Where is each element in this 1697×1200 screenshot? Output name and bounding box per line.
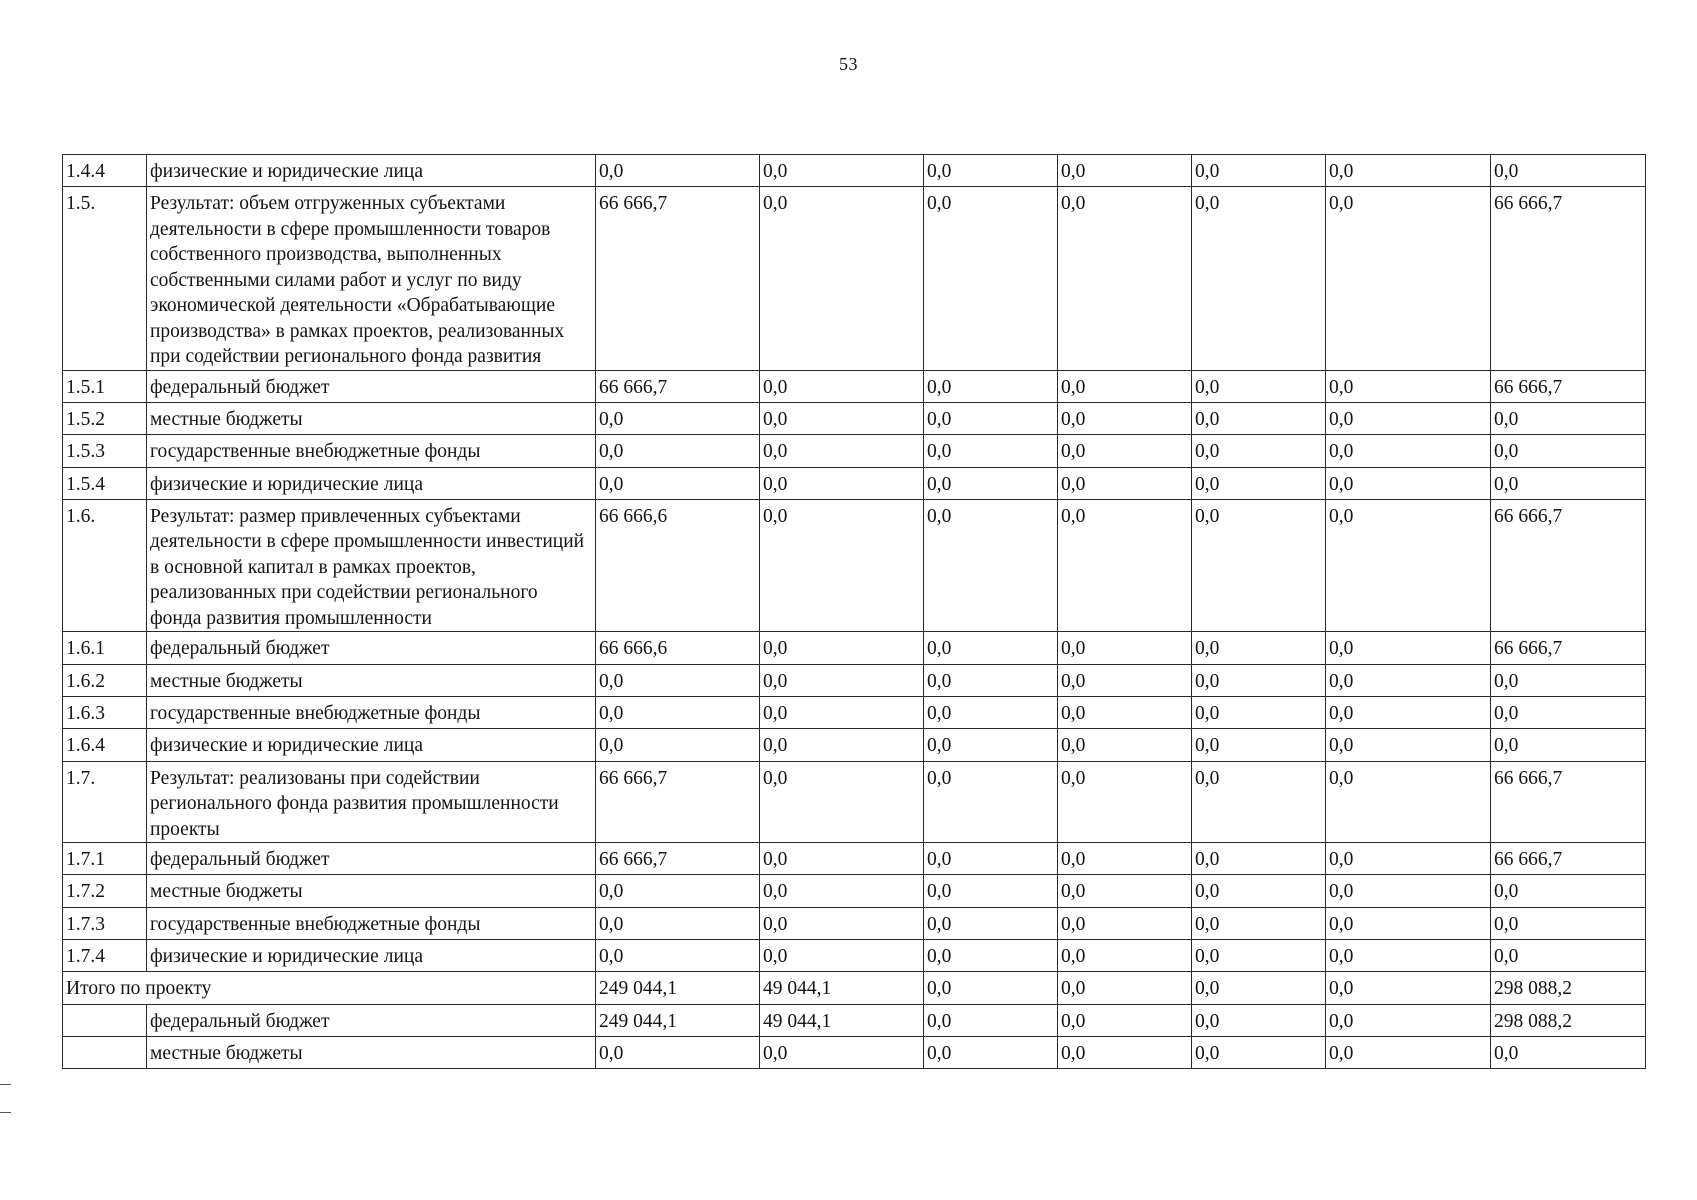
row-code: 1.6.3 (63, 697, 147, 729)
value-cell: 0,0 (1491, 1036, 1646, 1068)
value-cell: 0,0 (596, 875, 760, 907)
value-cell: 49 044,1 (760, 972, 924, 1004)
value-cell: 0,0 (1491, 435, 1646, 467)
value-cell: 0,0 (1192, 403, 1326, 435)
value-cell: 0,0 (760, 1036, 924, 1068)
value-cell: 0,0 (924, 632, 1058, 664)
table-row (63, 435, 1646, 467)
row-description: федеральный бюджет (147, 1004, 596, 1036)
row-description: местные бюджеты (147, 875, 596, 907)
table-row (63, 187, 1646, 371)
value-cell: 0,0 (1326, 467, 1491, 499)
value-cell: 0,0 (924, 875, 1058, 907)
row-code: 1.6. (63, 499, 147, 632)
value-cell: 0,0 (924, 940, 1058, 972)
value-cell: 0,0 (596, 467, 760, 499)
table-row (63, 499, 1646, 632)
value-cell: 298 088,2 (1491, 1004, 1646, 1036)
table-row (63, 664, 1646, 696)
row-code: 1.7.4 (63, 940, 147, 972)
value-cell: 0,0 (1058, 435, 1192, 467)
value-cell: 0,0 (1491, 875, 1646, 907)
table-row (63, 697, 1646, 729)
row-description: Результат: объем отгруженных субъектами деятельности в сфере промышленности товаров собственного производства, выполненных собственными силами работ и услуг по виду экономической деятельности «Обрабатывающие производства» в рамках проектов, реализованных при содействии регионального фонда развития (147, 187, 596, 371)
page-number: 53 (839, 54, 858, 74)
table-row (63, 370, 1646, 402)
value-cell: 0,0 (924, 499, 1058, 632)
value-cell: 66 666,7 (596, 761, 760, 843)
table-row (63, 761, 1646, 843)
value-cell: 298 088,2 (1491, 972, 1646, 1004)
row-description: физические и юридические лица (147, 940, 596, 972)
value-cell: 0,0 (596, 664, 760, 696)
total-row (63, 972, 1646, 1004)
table-row (63, 632, 1646, 664)
value-cell: 0,0 (1326, 187, 1491, 371)
value-cell: 0,0 (1491, 940, 1646, 972)
value-cell: 0,0 (1192, 761, 1326, 843)
value-cell: 66 666,6 (596, 499, 760, 632)
row-description: государственные внебюджетные фонды (147, 907, 596, 939)
row-description: Результат: реализованы при содействии регионального фонда развития промышленности проекты (147, 761, 596, 843)
value-cell: 0,0 (760, 370, 924, 402)
value-cell: 0,0 (1058, 187, 1192, 371)
value-cell: 0,0 (1058, 843, 1192, 875)
value-cell: 0,0 (1192, 370, 1326, 402)
value-cell: 0,0 (1058, 632, 1192, 664)
value-cell: 0,0 (596, 1036, 760, 1068)
row-code: 1.7.3 (63, 907, 147, 939)
value-cell: 0,0 (1058, 664, 1192, 696)
table-row (63, 729, 1646, 761)
value-cell: 0,0 (924, 761, 1058, 843)
value-cell: 0,0 (1491, 907, 1646, 939)
value-cell: 0,0 (1192, 843, 1326, 875)
value-cell: 0,0 (1326, 697, 1491, 729)
row-description: физические и юридические лица (147, 467, 596, 499)
value-cell: 0,0 (1058, 1036, 1192, 1068)
row-code: 1.5.2 (63, 403, 147, 435)
value-cell: 0,0 (924, 1004, 1058, 1036)
value-cell: 0,0 (596, 940, 760, 972)
row-code (63, 1004, 147, 1036)
value-cell: 66 666,7 (1491, 843, 1646, 875)
row-description: местные бюджеты (147, 1036, 596, 1068)
row-code: 1.5.3 (63, 435, 147, 467)
value-cell: 0,0 (1058, 875, 1192, 907)
row-code: 1.5. (63, 187, 147, 371)
value-cell: 0,0 (596, 403, 760, 435)
table-row (63, 875, 1646, 907)
value-cell: 0,0 (924, 155, 1058, 187)
value-cell: 0,0 (924, 467, 1058, 499)
value-cell: 0,0 (1326, 435, 1491, 467)
row-code: 1.6.4 (63, 729, 147, 761)
row-description: федеральный бюджет (147, 370, 596, 402)
value-cell: 0,0 (1058, 370, 1192, 402)
row-code: 1.6.2 (63, 664, 147, 696)
value-cell: 66 666,7 (1491, 499, 1646, 632)
table-row (63, 843, 1646, 875)
row-code: 1.5.4 (63, 467, 147, 499)
value-cell: 0,0 (760, 729, 924, 761)
row-description: физические и юридические лица (147, 155, 596, 187)
value-cell: 0,0 (1326, 403, 1491, 435)
value-cell: 0,0 (1326, 155, 1491, 187)
table-body (63, 155, 1646, 1069)
value-cell: 0,0 (924, 370, 1058, 402)
row-description: местные бюджеты (147, 664, 596, 696)
value-cell: 0,0 (1192, 155, 1326, 187)
value-cell: 0,0 (596, 155, 760, 187)
value-cell: 0,0 (1326, 370, 1491, 402)
row-description: физические и юридические лица (147, 729, 596, 761)
value-cell: 249 044,1 (596, 1004, 760, 1036)
value-cell: 0,0 (1491, 403, 1646, 435)
table-row (63, 940, 1646, 972)
value-cell: 0,0 (1192, 632, 1326, 664)
value-cell: 0,0 (924, 843, 1058, 875)
value-cell: 0,0 (1326, 1036, 1491, 1068)
row-description: местные бюджеты (147, 403, 596, 435)
value-cell: 0,0 (1192, 664, 1326, 696)
value-cell: 0,0 (596, 697, 760, 729)
row-description: государственные внебюджетные фонды (147, 435, 596, 467)
value-cell: 66 666,7 (1491, 761, 1646, 843)
row-code: 1.4.4 (63, 155, 147, 187)
value-cell: 0,0 (924, 403, 1058, 435)
value-cell: 0,0 (596, 435, 760, 467)
value-cell: 0,0 (924, 187, 1058, 371)
table-row (63, 155, 1646, 187)
value-cell: 0,0 (760, 435, 924, 467)
value-cell: 0,0 (1058, 499, 1192, 632)
table-row (63, 467, 1646, 499)
value-cell: 66 666,7 (1491, 370, 1646, 402)
value-cell: 0,0 (1326, 729, 1491, 761)
value-cell: 0,0 (760, 632, 924, 664)
value-cell: 0,0 (760, 155, 924, 187)
row-code: 1.7.1 (63, 843, 147, 875)
value-cell: 0,0 (924, 729, 1058, 761)
value-cell: 0,0 (1058, 1004, 1192, 1036)
value-cell: 0,0 (1192, 875, 1326, 907)
value-cell: 66 666,7 (1491, 632, 1646, 664)
row-description: Результат: размер привлеченных субъектами деятельности в сфере промышленности инвестиций в основной капитал в рамках проектов, реализованных при содействии регионального фонда развития промышленности (147, 499, 596, 632)
value-cell: 0,0 (1192, 729, 1326, 761)
value-cell: 0,0 (1192, 907, 1326, 939)
value-cell: 249 044,1 (596, 972, 760, 1004)
row-description: государственные внебюджетные фонды (147, 697, 596, 729)
value-cell: 0,0 (924, 435, 1058, 467)
value-cell: 0,0 (1491, 155, 1646, 187)
value-cell: 0,0 (760, 187, 924, 371)
row-code: 1.7.2 (63, 875, 147, 907)
value-cell: 66 666,6 (596, 632, 760, 664)
value-cell: 0,0 (1192, 1004, 1326, 1036)
value-cell: 0,0 (1058, 467, 1192, 499)
value-cell: 0,0 (760, 875, 924, 907)
value-cell: 0,0 (1058, 761, 1192, 843)
value-cell: 0,0 (1192, 940, 1326, 972)
value-cell: 0,0 (760, 940, 924, 972)
value-cell: 0,0 (1326, 664, 1491, 696)
value-cell: 0,0 (1058, 940, 1192, 972)
row-code: 1.7. (63, 761, 147, 843)
value-cell: 0,0 (760, 697, 924, 729)
value-cell: 0,0 (1326, 761, 1491, 843)
value-cell: 0,0 (760, 907, 924, 939)
value-cell: 0,0 (1058, 729, 1192, 761)
row-code (63, 1036, 147, 1068)
value-cell: 0,0 (760, 761, 924, 843)
table-row (63, 907, 1646, 939)
row-description: федеральный бюджет (147, 632, 596, 664)
value-cell: 66 666,7 (596, 370, 760, 402)
table-row (63, 403, 1646, 435)
value-cell: 0,0 (924, 697, 1058, 729)
value-cell: 0,0 (1192, 499, 1326, 632)
value-cell: 0,0 (1192, 972, 1326, 1004)
value-cell: 0,0 (924, 907, 1058, 939)
value-cell: 0,0 (1326, 907, 1491, 939)
value-cell: 66 666,7 (596, 843, 760, 875)
value-cell: 0,0 (1491, 729, 1646, 761)
value-cell: 0,0 (1192, 697, 1326, 729)
value-cell: 0,0 (760, 403, 924, 435)
value-cell: 0,0 (1192, 435, 1326, 467)
total-breakdown-row (63, 1036, 1646, 1068)
value-cell: 0,0 (1058, 972, 1192, 1004)
edge-mark (0, 1084, 11, 1085)
value-cell: 0,0 (760, 843, 924, 875)
value-cell: 0,0 (1491, 467, 1646, 499)
row-code: 1.6.1 (63, 632, 147, 664)
value-cell: 0,0 (1192, 187, 1326, 371)
value-cell: 0,0 (1058, 907, 1192, 939)
value-cell: 0,0 (1058, 155, 1192, 187)
value-cell: 0,0 (1192, 467, 1326, 499)
total-breakdown-row (63, 1004, 1646, 1036)
row-code: 1.5.1 (63, 370, 147, 402)
value-cell: 0,0 (1326, 940, 1491, 972)
value-cell: 0,0 (760, 467, 924, 499)
value-cell: 0,0 (1326, 875, 1491, 907)
total-label: Итого по проекту (63, 972, 596, 1004)
value-cell: 0,0 (1326, 1004, 1491, 1036)
value-cell: 66 666,7 (596, 187, 760, 371)
value-cell: 0,0 (1058, 697, 1192, 729)
value-cell: 0,0 (760, 499, 924, 632)
value-cell: 0,0 (760, 664, 924, 696)
row-description: федеральный бюджет (147, 843, 596, 875)
value-cell: 0,0 (1491, 697, 1646, 729)
value-cell: 66 666,7 (1491, 187, 1646, 371)
value-cell: 0,0 (1326, 632, 1491, 664)
value-cell: 0,0 (924, 1036, 1058, 1068)
budget-table (62, 154, 1646, 1069)
value-cell: 0,0 (924, 972, 1058, 1004)
value-cell: 0,0 (1326, 843, 1491, 875)
value-cell: 0,0 (1058, 403, 1192, 435)
value-cell: 0,0 (596, 907, 760, 939)
edge-mark (0, 1112, 11, 1113)
value-cell: 0,0 (1326, 499, 1491, 632)
value-cell: 0,0 (596, 729, 760, 761)
value-cell: 0,0 (1491, 664, 1646, 696)
value-cell: 0,0 (1192, 1036, 1326, 1068)
value-cell: 49 044,1 (760, 1004, 924, 1036)
value-cell: 0,0 (924, 664, 1058, 696)
value-cell: 0,0 (1326, 972, 1491, 1004)
